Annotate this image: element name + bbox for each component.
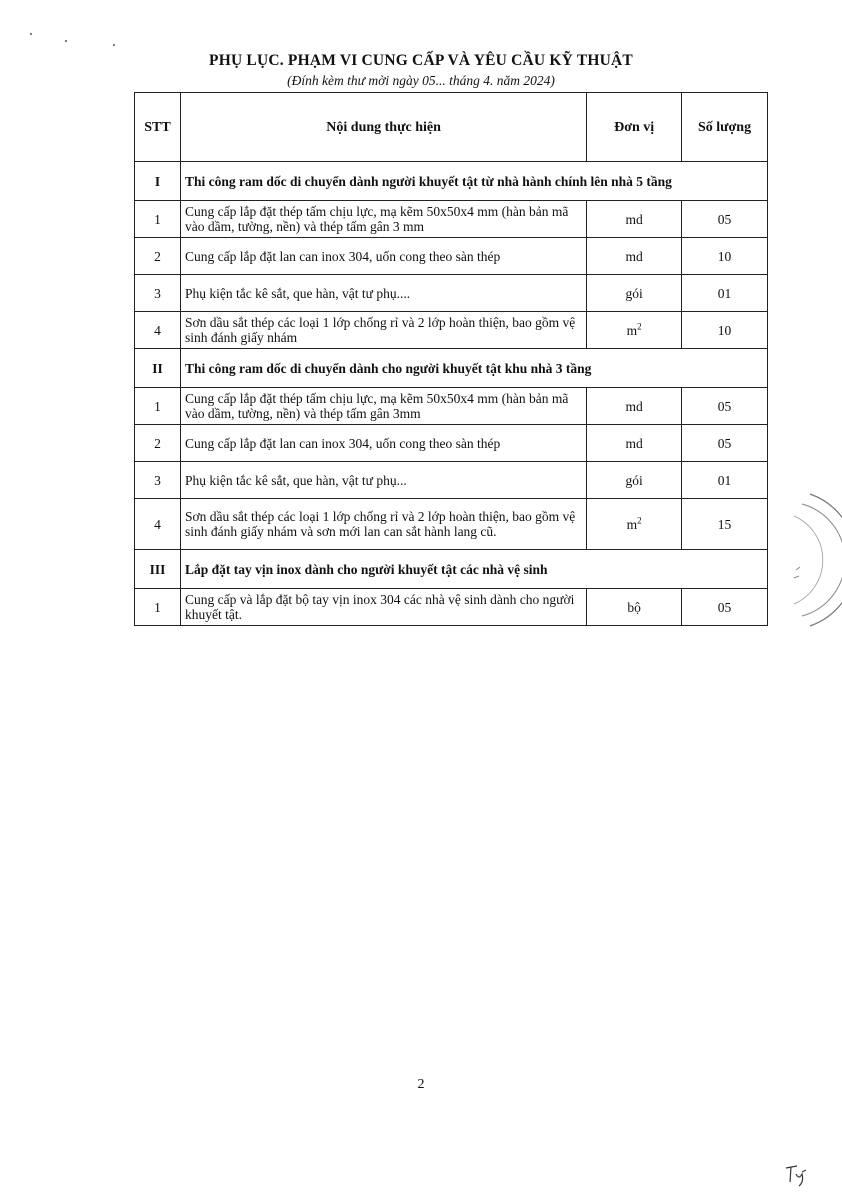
- scan-speck: [30, 33, 32, 35]
- scan-speck: [65, 40, 67, 42]
- section-row: [135, 550, 768, 589]
- item-unit-text: md: [625, 398, 643, 414]
- header-content: Nội dung thực hiện: [180, 93, 586, 162]
- item-quantity: 05: [682, 425, 768, 462]
- item-unit-text: md: [625, 435, 643, 451]
- document-subtitle: (Đính kèm thư mời ngày 05... tháng 4. năm 2024): [287, 73, 555, 88]
- item-unit: [587, 462, 682, 499]
- scope-table: [134, 92, 768, 626]
- section-number: II: [135, 349, 181, 388]
- table-header-row: [135, 93, 768, 162]
- item-stt: 4: [135, 499, 181, 550]
- item-quantity: 05: [682, 201, 768, 238]
- item-content: Cung cấp lắp đặt thép tấm chịu lực, mạ kẽm 50x50x4 mm (hàn bản mã vào dầm, tường, nền) và thép tấm gân 3mm: [180, 388, 586, 425]
- table-row: [135, 388, 768, 425]
- item-unit: [587, 275, 682, 312]
- stamp-icon: [782, 490, 842, 635]
- header-stt: STT: [135, 93, 181, 162]
- item-unit-text: gói: [625, 472, 643, 488]
- section-title: Lắp đặt tay vịn inox dành cho người khuyết tật các nhà vệ sinh: [180, 550, 767, 589]
- item-unit: [587, 499, 682, 550]
- item-stt: 2: [135, 425, 181, 462]
- item-stt: 2: [135, 238, 181, 275]
- table-row: [135, 312, 768, 349]
- item-quantity: 05: [682, 388, 768, 425]
- item-quantity: 01: [682, 462, 768, 499]
- item-quantity: 15: [682, 499, 768, 550]
- item-content: Phụ kiện tắc kê sắt, que hàn, vật tư phụ....: [180, 275, 586, 312]
- table-row: [135, 201, 768, 238]
- table-row: [135, 499, 768, 550]
- item-unit-text: md: [625, 211, 643, 227]
- header-quantity: Số lượng: [682, 93, 768, 162]
- item-unit-superscript: 2: [637, 321, 642, 331]
- item-stt: 1: [135, 201, 181, 238]
- item-unit: [587, 201, 682, 238]
- item-unit-text: m: [626, 322, 638, 338]
- header-unit: Đơn vị: [587, 93, 682, 162]
- item-quantity: 10: [682, 238, 768, 275]
- section-row: [135, 349, 768, 388]
- section-number: III: [135, 550, 181, 589]
- item-quantity: 05: [682, 589, 768, 626]
- item-unit: [587, 312, 682, 349]
- table-row: [135, 589, 768, 626]
- table-row: [135, 462, 768, 499]
- item-unit-text: gói: [625, 285, 643, 301]
- table-row: [135, 275, 768, 312]
- initials-icon: [783, 1162, 811, 1193]
- scan-speck: [113, 44, 115, 46]
- item-quantity: 10: [682, 312, 768, 349]
- item-unit-text: bộ: [627, 599, 641, 615]
- item-content: Cung cấp lắp đặt thép tấm chịu lực, mạ kẽm 50x50x4 mm (hàn bản mã vào dầm, tường, nền) và thép tấm gân 3 mm: [180, 201, 586, 238]
- table-row: [135, 425, 768, 462]
- section-title: Thi công ram dốc di chuyển dành người khuyết tật từ nhà hành chính lên nhà 5 tầng: [180, 162, 767, 201]
- item-content: Cung cấp và lắp đặt bộ tay vịn inox 304 các nhà vệ sinh dành cho người khuyết tật.: [180, 589, 586, 626]
- item-quantity: 01: [682, 275, 768, 312]
- item-stt: 1: [135, 589, 181, 626]
- table-body: [135, 162, 768, 626]
- item-stt: 3: [135, 462, 181, 499]
- item-content: Phụ kiện tắc kê sắt, que hàn, vật tư phụ...: [180, 462, 586, 499]
- section-number: I: [135, 162, 181, 201]
- item-content: Sơn dầu sắt thép các loại 1 lớp chống rỉ và 2 lớp hoàn thiện, bao gồm vệ sinh đánh giấy nhám: [180, 312, 586, 349]
- item-content: Cung cấp lắp đặt lan can inox 304, uốn cong theo sàn thép: [180, 425, 586, 462]
- section-title: Thi công ram dốc di chuyển dành cho người khuyết tật khu nhà 3 tầng: [180, 349, 767, 388]
- item-unit-text: m: [626, 516, 638, 532]
- item-stt: 4: [135, 312, 181, 349]
- item-unit: [587, 238, 682, 275]
- section-row: [135, 162, 768, 201]
- table-row: [135, 238, 768, 275]
- document-title: PHỤ LỤC. PHẠM VI CUNG CẤP VÀ YÊU CẦU KỸ THUẬT: [209, 52, 633, 69]
- item-unit: [587, 589, 682, 626]
- item-unit-superscript: 2: [637, 515, 642, 525]
- item-unit: [587, 425, 682, 462]
- item-content: Cung cấp lắp đặt lan can inox 304, uốn cong theo sàn thép: [180, 238, 586, 275]
- item-content: Sơn dầu sắt thép các loại 1 lớp chống rỉ và 2 lớp hoàn thiện, bao gồm vệ sinh đánh giấy nhám và sơn mới lan can sắt hành lang cũ.: [180, 499, 586, 550]
- item-unit: [587, 388, 682, 425]
- item-stt: 1: [135, 388, 181, 425]
- item-unit-text: md: [625, 248, 643, 264]
- item-stt: 3: [135, 275, 181, 312]
- page-number: 2: [417, 1077, 425, 1092]
